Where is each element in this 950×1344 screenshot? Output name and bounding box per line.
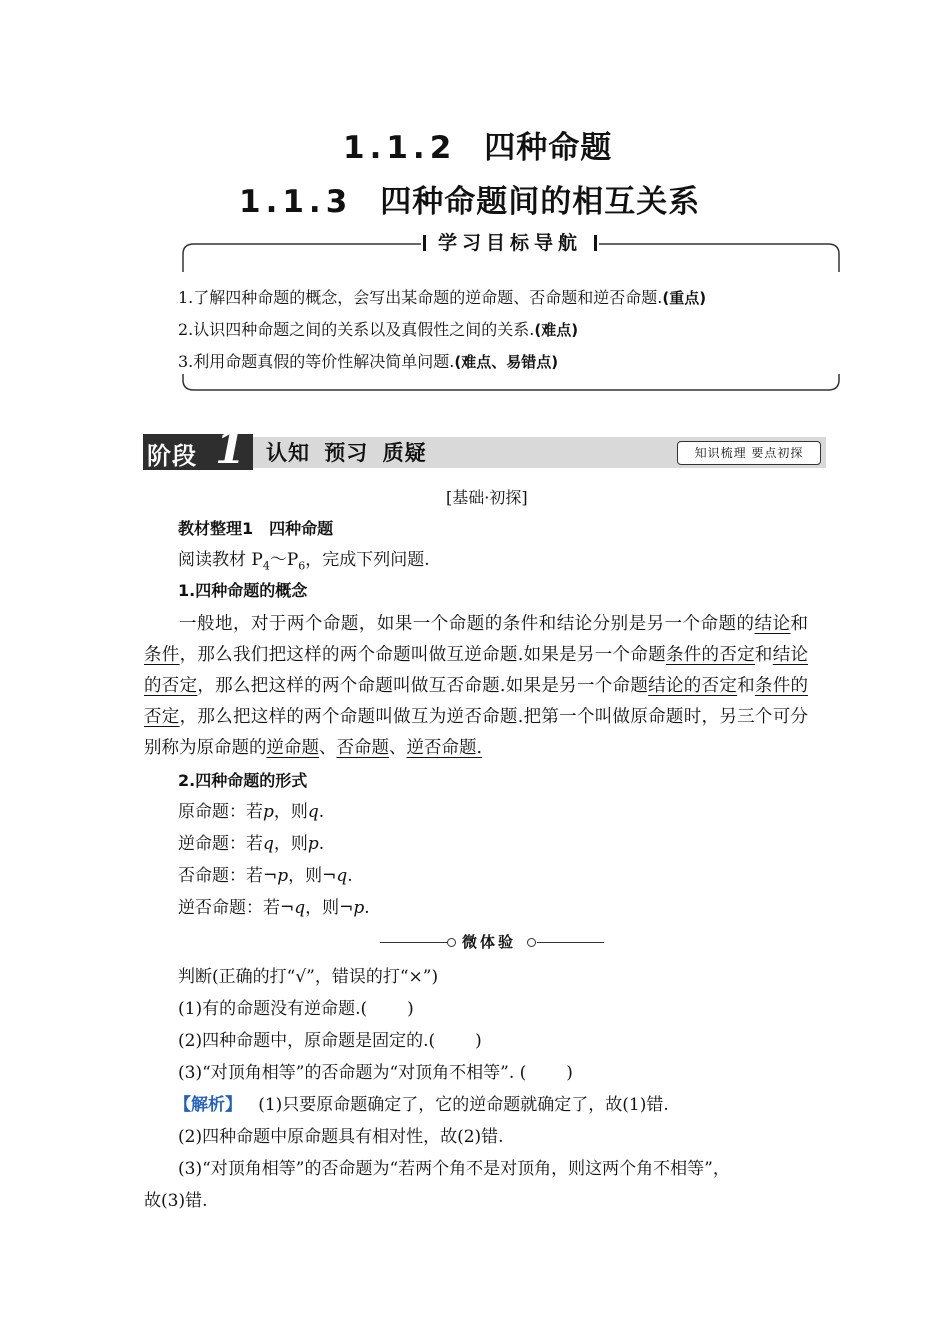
question-text: (1)有的命题没有逆命题.( bbox=[178, 999, 368, 1019]
form-mid: ，则 bbox=[273, 802, 308, 822]
practice-label: 微体验 bbox=[462, 933, 517, 951]
title-text-2: 四种命题间的相互关系 bbox=[380, 184, 701, 220]
form-name: 否命题：若 bbox=[178, 866, 263, 886]
read-sub-2: 6 bbox=[298, 559, 306, 573]
form-var: ¬p bbox=[339, 898, 365, 918]
text: ，那么我们把这样的两个命题叫做互逆命题.如果是另一个命题 bbox=[179, 645, 666, 665]
form-name: 原命题：若 bbox=[178, 802, 263, 822]
blank-answer: 逆否命题. bbox=[406, 738, 483, 758]
goal-tag: (重点) bbox=[662, 289, 707, 307]
analysis-line-4: 故(3)错. bbox=[144, 1191, 208, 1211]
concept-heading: 1.四种命题的概念 bbox=[178, 581, 308, 600]
analysis-text: (1)只要原命题确定了，它的逆命题就确定了，故(1)错. bbox=[258, 1095, 669, 1115]
form-name: 逆命题：若 bbox=[178, 834, 263, 854]
form-original bbox=[178, 801, 324, 823]
form-var: p bbox=[307, 834, 319, 854]
analysis-label: 【解析】 bbox=[174, 1095, 242, 1115]
text: ，那么把这样的两个命题叫做互否命题.如果是另一个命题 bbox=[197, 676, 649, 696]
practice-divider-dot bbox=[447, 938, 456, 947]
section-heading: 教材整理1 四种命题 bbox=[178, 519, 334, 538]
read-sub-1: 4 bbox=[262, 559, 270, 573]
title-number-1: 1.1.2 bbox=[343, 130, 457, 166]
form-var: ¬q bbox=[280, 898, 306, 918]
form-end: . bbox=[347, 866, 353, 886]
practice-instruction: 判断(正确的打“√”，错误的打“×”) bbox=[178, 967, 439, 987]
practice-question-1 bbox=[178, 998, 414, 1020]
title-line-2 bbox=[239, 176, 700, 221]
practice-divider-left bbox=[380, 942, 448, 943]
blank-answer: 否命题 bbox=[336, 738, 389, 758]
blank-answer: 条件的否定 bbox=[665, 645, 755, 665]
form-var: p bbox=[263, 802, 274, 822]
form-var: q bbox=[307, 802, 319, 822]
form-name: 逆否命题：若 bbox=[178, 898, 280, 918]
stage-word: 阶段 bbox=[147, 442, 197, 470]
form-var: ¬p bbox=[263, 866, 289, 886]
goal-item-1 bbox=[178, 288, 706, 308]
analysis-line-3: (3)“对顶角相等”的否命题为“若两个角不是对顶角，则这两个角不相等”， bbox=[178, 1159, 730, 1179]
read-post: ，完成下列问题. bbox=[305, 550, 430, 570]
concept-paragraph bbox=[144, 609, 808, 764]
answer-blank-close: ) bbox=[566, 1063, 573, 1083]
goal-text: 1.了解四种命题的概念，会写出某命题的逆命题、否命题和逆否命题. bbox=[178, 288, 663, 307]
blank-answer: 条件的否定 bbox=[144, 676, 809, 727]
forms-heading: 2.四种命题的形式 bbox=[178, 771, 308, 790]
goal-text: 2.认识四种命题之间的关系以及真假性之间的关系. bbox=[178, 320, 535, 339]
title-number-2: 1.1.3 bbox=[239, 184, 353, 220]
goal-item-2 bbox=[178, 320, 578, 340]
reading-instruction bbox=[178, 549, 430, 577]
question-text: (3)“对顶角相等”的否命题为“对顶角不相等”. ( bbox=[178, 1063, 527, 1083]
practice-question-3 bbox=[178, 1062, 573, 1084]
form-contrapositive bbox=[178, 897, 370, 919]
text: 和 bbox=[790, 614, 809, 634]
analysis-line-1 bbox=[174, 1094, 669, 1116]
text: 、 bbox=[389, 738, 407, 758]
form-mid: ，则 bbox=[305, 898, 340, 918]
form-mid: ，则 bbox=[288, 866, 323, 886]
blank-answer: 逆命题 bbox=[266, 738, 319, 758]
goals-label: 学习目标导航 bbox=[421, 229, 599, 257]
blank-answer: 条件 bbox=[144, 645, 180, 665]
read-pre: 阅读教材 P bbox=[178, 550, 263, 570]
form-end: . bbox=[364, 898, 370, 918]
analysis-line-2: (2)四种命题中原命题具有相对性，故(2)错. bbox=[178, 1127, 504, 1147]
stage-tag: 知识梳理 要点初探 bbox=[677, 441, 821, 465]
blank-answer: 结论 bbox=[754, 614, 791, 634]
answer-blank-close: ) bbox=[475, 1031, 482, 1051]
form-var: q bbox=[263, 834, 274, 854]
form-end: . bbox=[318, 834, 325, 854]
section-bracket: [基础·初探] bbox=[446, 488, 528, 507]
text: ，那么把这样的两个命题叫做互为逆否命题.把第一个叫做原命题时，另三个可分别称为原命题的 bbox=[144, 707, 809, 758]
blank-answer: 结论的否定 bbox=[144, 645, 809, 696]
form-end: . bbox=[318, 802, 325, 822]
goal-text: 3.利用命题真假的等价性解决简单问题. bbox=[178, 352, 455, 371]
practice-divider-dot bbox=[527, 938, 536, 947]
title-line-1 bbox=[343, 122, 612, 167]
stage-number: 1 bbox=[215, 423, 246, 474]
form-inverse bbox=[178, 865, 353, 887]
text: 和 bbox=[737, 676, 755, 696]
goal-tag: (难点、易错点) bbox=[454, 353, 559, 371]
goal-tag: (难点) bbox=[534, 321, 579, 339]
read-mid: ～P bbox=[269, 550, 299, 570]
form-mid: ，则 bbox=[273, 834, 308, 854]
form-var: ¬q bbox=[322, 866, 348, 886]
goal-item-3 bbox=[178, 352, 558, 372]
text: 和 bbox=[754, 645, 773, 665]
practice-divider-right bbox=[537, 942, 604, 943]
text: 、 bbox=[319, 738, 337, 758]
blank-answer: 结论的否定 bbox=[648, 676, 738, 696]
practice-question-2 bbox=[178, 1030, 482, 1052]
answer-blank-close: ) bbox=[407, 999, 414, 1019]
form-converse bbox=[178, 833, 324, 855]
text: 一般地，对于两个命题，如果一个命题的条件和结论分别是另一个命题的 bbox=[179, 614, 755, 634]
question-text: (2)四种命题中，原命题是固定的.( bbox=[178, 1031, 436, 1051]
title-text-1: 四种命题 bbox=[484, 130, 613, 166]
stage-title: 认知 预习 质疑 bbox=[266, 441, 427, 465]
